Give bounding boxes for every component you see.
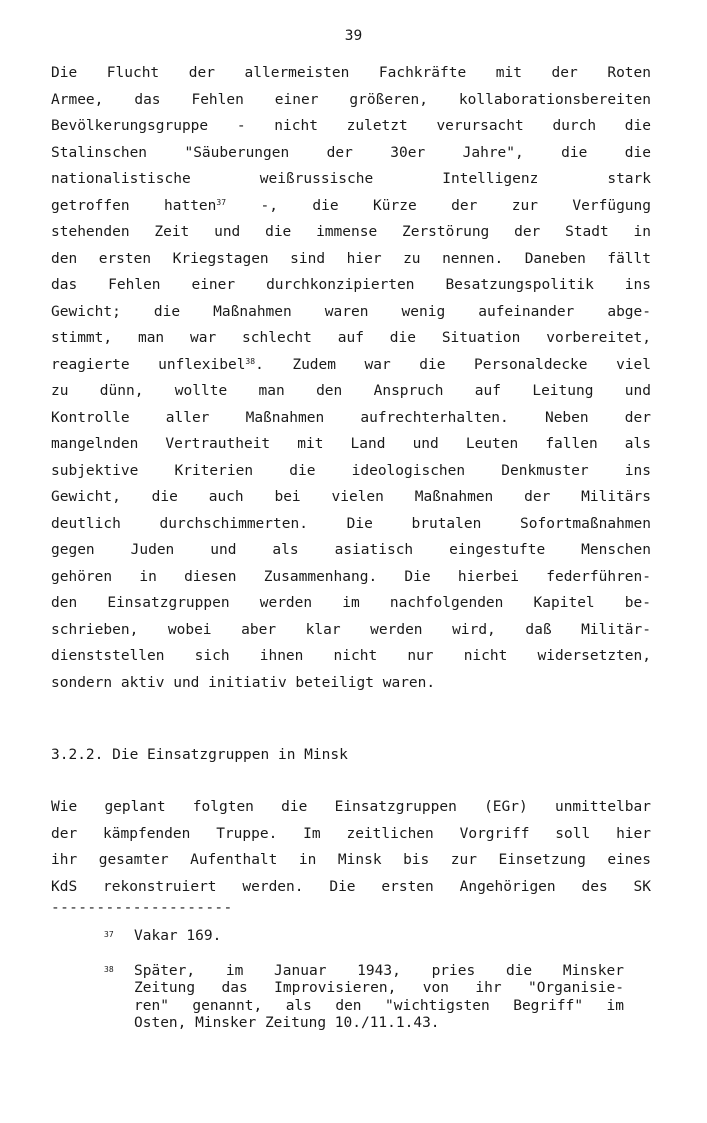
text-line: zu dünn, wollte man den Anspruch auf Leitung und	[51, 383, 651, 399]
text-line: Wie geplant folgten die Einsatzgruppen (EGr) unmittelbar	[51, 799, 651, 815]
footnote-line: ren" genannt, als den "wichtigsten Begriff" im	[134, 997, 624, 1014]
text-line: KdS rekonstruiert werden. Die ersten Angehörigen des SK	[51, 878, 651, 895]
text-line: den ersten Kriegstagen sind hier zu nennen. Daneben fällt	[51, 250, 651, 267]
text-line: stimmt, man war schlecht auf die Situation vorbereitet,	[51, 330, 651, 346]
footnote-mark: 38	[104, 964, 114, 974]
text-line: schrieben, wobei aber klar werden wird, daß Militär-	[51, 621, 651, 638]
footnote-line: Zeitung das Improvisieren, von ihr "Organisie-	[134, 980, 624, 996]
footnote-mark: 37	[104, 930, 114, 939]
body-paragraph-2	[51, 794, 651, 900]
text-line: nationalistische weißrussische Intelligenz stark	[51, 171, 651, 187]
text-line: deutlich durchschimmerten. Die brutalen Sofortmaßnahmen	[51, 515, 651, 532]
footnote-line: Später, im Januar 1943, pries die Minsker	[134, 962, 624, 979]
text-line: gegen Juden und als asiatisch eingestufte Menschen	[51, 542, 651, 558]
footnote-37	[104, 928, 624, 946]
footnote-line: Osten, Minsker Zeitung 10./11.1.43.	[134, 1015, 440, 1031]
footnote-body	[134, 928, 624, 946]
text-line: stehenden Zeit und die immense Zerstörung der Stadt in	[51, 224, 651, 240]
text-line: gehören in diesen Zusammenhang. Die hierbei federführen-	[51, 568, 651, 585]
text-segment: . Zudem war die Personaldecke viel	[255, 356, 651, 373]
body-paragraph-1	[51, 60, 651, 696]
text-line: mangelnden Vertrautheit mit Land und Leuten fallen als	[51, 436, 651, 452]
text-line: der kämpfenden Truppe. Im zeitlichen Vorgriff soll hier	[51, 825, 651, 842]
text-line: dienststellen sich ihnen nicht nur nicht widersetzten,	[51, 648, 651, 664]
text-line: das Fehlen einer durchkonzipierten Besatzungspolitik ins	[51, 277, 651, 293]
text-line: Stalinschen "Säuberungen der 30er Jahre", die die	[51, 144, 651, 161]
text-line: Bevölkerungsgruppe - nicht zuletzt verursacht durch die	[51, 118, 651, 134]
text-line: Die Flucht der allermeisten Fachkräfte mit der Roten	[51, 65, 651, 81]
text-line: Kontrolle aller Maßnahmen aufrechterhalten. Neben der	[51, 409, 651, 426]
section-heading: 3.2.2. Die Einsatzgruppen in Minsk	[51, 747, 348, 763]
footnote-38	[104, 963, 624, 1033]
text-line	[51, 193, 651, 220]
text-line: subjektive Kriterien die ideologischen Denkmuster ins	[51, 462, 651, 479]
footnote-separator: --------------------	[51, 900, 233, 916]
text-line: ihr gesamter Aufenthalt in Minsk bis zur Einsetzung eines	[51, 852, 651, 868]
footnote-ref-38: 38	[245, 356, 256, 366]
text-line: sondern aktiv und initiativ beteiligt waren.	[51, 674, 436, 691]
text-line: Armee, das Fehlen einer größeren, kollaborationsbereiten	[51, 91, 651, 108]
text-segment: reagierte unflexibel	[51, 356, 246, 373]
text-line	[51, 352, 651, 379]
footnote-ref-37: 37	[216, 197, 227, 207]
text-line: den Einsatzgruppen werden im nachfolgenden Kapitel be-	[51, 595, 651, 611]
text-segment: -, die Kürze der zur Verfügung	[226, 197, 651, 214]
text-line: Gewicht; die Maßnahmen waren wenig aufeinander abge-	[51, 303, 651, 320]
footnotes	[104, 928, 624, 1050]
footnote-line: Vakar 169.	[134, 928, 222, 944]
page-number: 39	[344, 28, 363, 44]
footnote-body	[134, 963, 624, 1033]
text-segment: getroffen hatten	[51, 197, 217, 214]
text-line: Gewicht, die auch bei vielen Maßnahmen der Militärs	[51, 489, 651, 505]
